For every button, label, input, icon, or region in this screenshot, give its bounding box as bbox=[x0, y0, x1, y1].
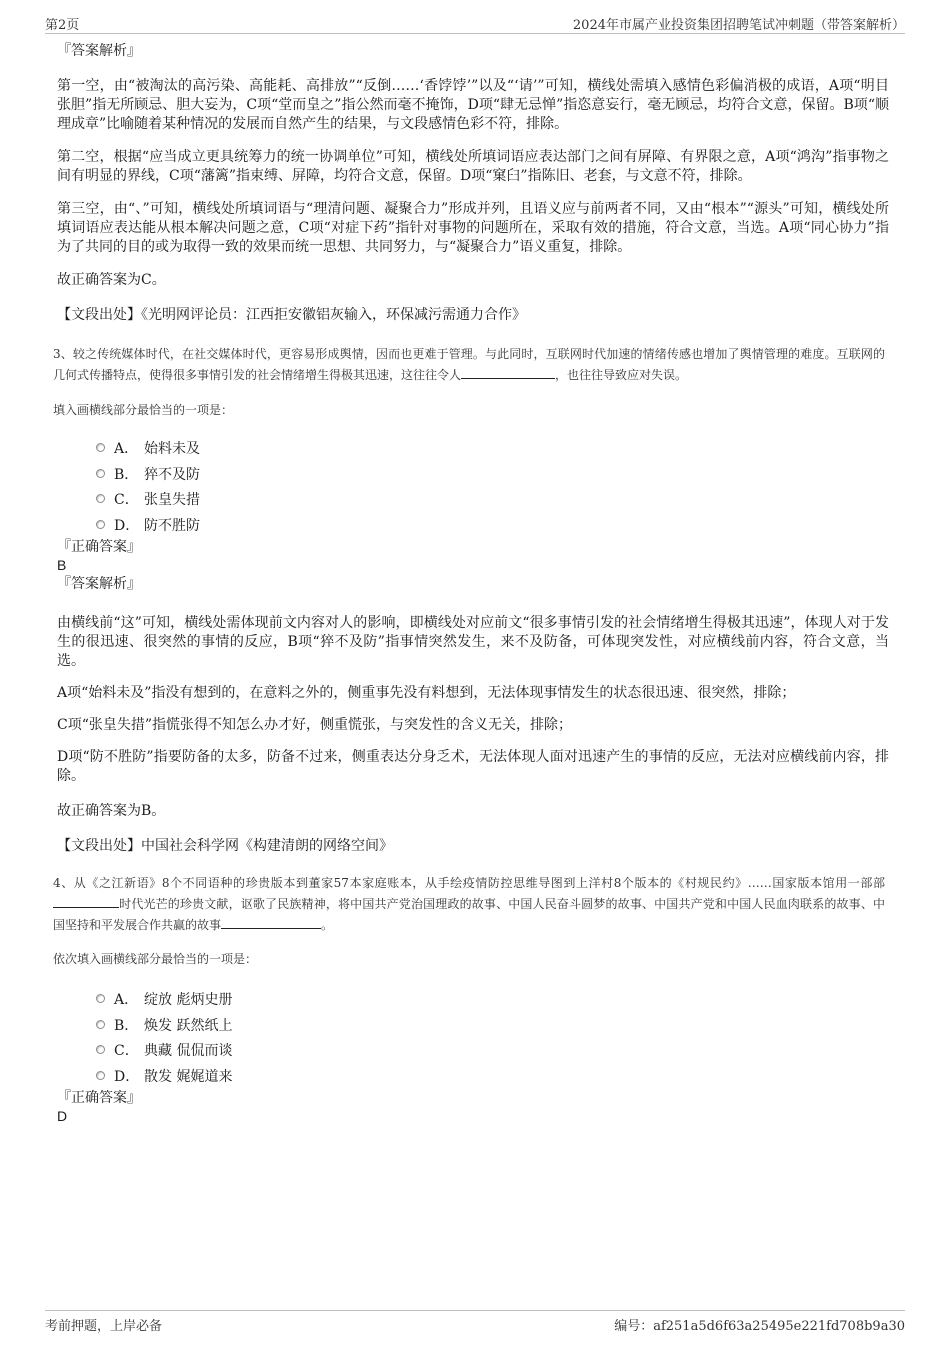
q3-analysis-para-2: A项“始料未及”指没有想到的，在意料之外的，侧重事先没有料想到，无法体现事情发生的状态很迅速、很突然，排除； bbox=[57, 685, 796, 701]
q4-blank-2 bbox=[221, 915, 321, 929]
q4-text-part-1: 4、从《之江新语》8个不同语种的珍贵版本到董家57本家庭账本，从手绘疫情防控思维导图到上洋村8个版本的《村规民约》……国家版本馆用一部部 bbox=[53, 876, 885, 890]
q4-option-a[interactable]: A． 绽放 彪炳史册 bbox=[96, 987, 928, 1013]
q3-source: 【文段出处】中国社会科学网《构建清朗的网络空间》 bbox=[57, 838, 393, 854]
radio-icon[interactable] bbox=[96, 520, 105, 529]
q3-text-before: 3、较之传统媒体时代，在社交媒体时代，更容易形成舆情，因而也更难于管理。与此同时，互联网时代加速的情绪传感也增加了舆情管理的难度。互联网的几何式传播特点，使得很多事情引发的社会情绪增生得极其迅速，这往往令人 bbox=[53, 347, 885, 382]
q2-analysis-para-3: 第三空，由“、”可知，横线处所填词语与“理清问题、凝聚合力”形成并列，且语义应与前两者不同，又由“根本”“源头”可知，横线处所填词语应表达能从根本解决问题之意，C项“对症下药”指针对事物的问题所在，采取有效的措施，符合文意，当选。A项“同心协力”指为了共同的目的或为取得一致的效果而统一思想、共同努力，与“凝聚合力”语义重复，排除。 bbox=[57, 201, 889, 255]
q4-options bbox=[96, 987, 928, 1089]
radio-icon[interactable] bbox=[96, 994, 105, 1003]
q3-option-a[interactable]: A． 始料未及 bbox=[96, 436, 928, 462]
page-header bbox=[45, 14, 905, 34]
q2-conclusion: 故正确答案为C。 bbox=[57, 272, 166, 288]
q4-option-b[interactable]: B． 焕发 跃然纸上 bbox=[96, 1013, 928, 1039]
q2-analysis-label: 『答案解析』 bbox=[57, 43, 141, 59]
radio-icon[interactable] bbox=[96, 1020, 105, 1029]
q3-text-after: ，也往往导致应对失误。 bbox=[555, 368, 688, 382]
q4-blank-1 bbox=[53, 894, 119, 908]
q4-text-part-3: 。 bbox=[321, 918, 334, 932]
document-body bbox=[53, 42, 889, 1125]
q2-source: 【文段出处】《光明网评论员：江西拒安徽铝灰输入，环保减污需通力合作》 bbox=[57, 307, 526, 323]
radio-icon[interactable] bbox=[96, 1071, 105, 1080]
page-number: 第2页 bbox=[45, 18, 80, 33]
q4-answer: D bbox=[57, 1108, 68, 1124]
q3-analysis-para-4: D项“防不胜防”指要防备的太多，防备不过来，侧重表达分身乏术，无法体现人面对迅速产生的事情的反应，无法对应横线前内容，排除。 bbox=[57, 749, 889, 784]
q4-text bbox=[53, 873, 885, 936]
radio-icon[interactable] bbox=[96, 443, 105, 452]
radio-icon[interactable] bbox=[96, 469, 105, 478]
q3-options bbox=[96, 436, 928, 538]
q3-text bbox=[53, 344, 885, 386]
document-title: 2024年市属产业投资集团招聘笔试冲刺题（带答案解析） bbox=[572, 18, 905, 33]
q3-blank bbox=[461, 365, 555, 379]
q3-answer: B bbox=[57, 557, 67, 573]
q3-option-c[interactable]: C． 张皇失措 bbox=[96, 487, 928, 513]
q3-analysis-label: 『答案解析』 bbox=[57, 576, 141, 592]
q2-analysis-para-1: 第一空，由“被淘汰的高污染、高能耗、高排放”“反倒……‘香饽饽’”以及“‘请’”可知，横线处需填入感情色彩偏消极的成语，A项“明目张胆”指无所顾忌、胆大妄为，C项“堂而皇之”指公然而毫不掩饰，D项“肆无忌惮”指恣意妄行，毫无顾忌，均符合文意，保留。B项“顺理成章”比喻随着某种情况的发展而自然产生的结果，与文段感情色彩不符，排除。 bbox=[57, 78, 889, 132]
q3-conclusion: 故正确答案为B。 bbox=[57, 803, 166, 819]
radio-icon[interactable] bbox=[96, 1045, 105, 1054]
q3-analysis-para-3: C项“张皇失措”指慌张得不知怎么办才好，侧重慌张，与突发性的含义无关，排除； bbox=[57, 717, 573, 733]
question-3 bbox=[53, 344, 889, 856]
q3-analysis-para-1: 由横线前“这”可知，横线处需体现前文内容对人的影响，即横线处对应前文“很多事情引发的社会情绪增生得极其迅速”，体现人对于发生的很迅速、很突然的事情的反应，B项“猝不及防”指事情突然发生，来不及防备，可体现突发性，对应横线前内容，符合文意，当选。 bbox=[57, 615, 889, 669]
q4-option-d[interactable]: D． 散发 娓娓道来 bbox=[96, 1064, 928, 1090]
q3-answer-label: 『正确答案』 bbox=[57, 539, 141, 555]
document-code: 编号：af251a5d6f63a25495e221fd708b9a30 bbox=[614, 1319, 905, 1334]
q3-option-b[interactable]: B． 猝不及防 bbox=[96, 462, 928, 488]
q4-option-c[interactable]: C． 典藏 侃侃而谈 bbox=[96, 1038, 928, 1064]
q2-analysis-para-2: 第二空，根据“应当成立更具统筹力的统一协调单位”可知，横线处所填词语应表达部门之间有屏障、有界限之意，A项“鸿沟”指事物之间有明显的界线，C项“藩篱”指束缚、屏障，均符合文意，保留。D项“窠臼”指陈旧、老套，与文意不符，排除。 bbox=[57, 149, 889, 184]
q4-answer-label: 『正确答案』 bbox=[57, 1090, 141, 1106]
q3-option-d[interactable]: D． 防不胜防 bbox=[96, 513, 928, 539]
q3-prompt: 填入画横线部分最恰当的一项是： bbox=[53, 403, 234, 417]
question-4 bbox=[53, 873, 889, 1125]
footer-slogan: 考前押题，上岸必备 bbox=[45, 1319, 163, 1334]
radio-icon[interactable] bbox=[96, 494, 105, 503]
q2-analysis bbox=[57, 42, 889, 325]
q4-prompt: 依次填入画横线部分最恰当的一项是： bbox=[53, 952, 258, 966]
page-footer bbox=[45, 1310, 905, 1333]
q4-text-part-2: 时代光芒的珍贵文献，讴歌了民族精神，将中国共产党治国理政的故事、中国人民奋斗圆梦的故事、中国共产党和中国人民血肉联系的故事、中国坚持和平发展合作共赢的故事 bbox=[53, 897, 885, 932]
